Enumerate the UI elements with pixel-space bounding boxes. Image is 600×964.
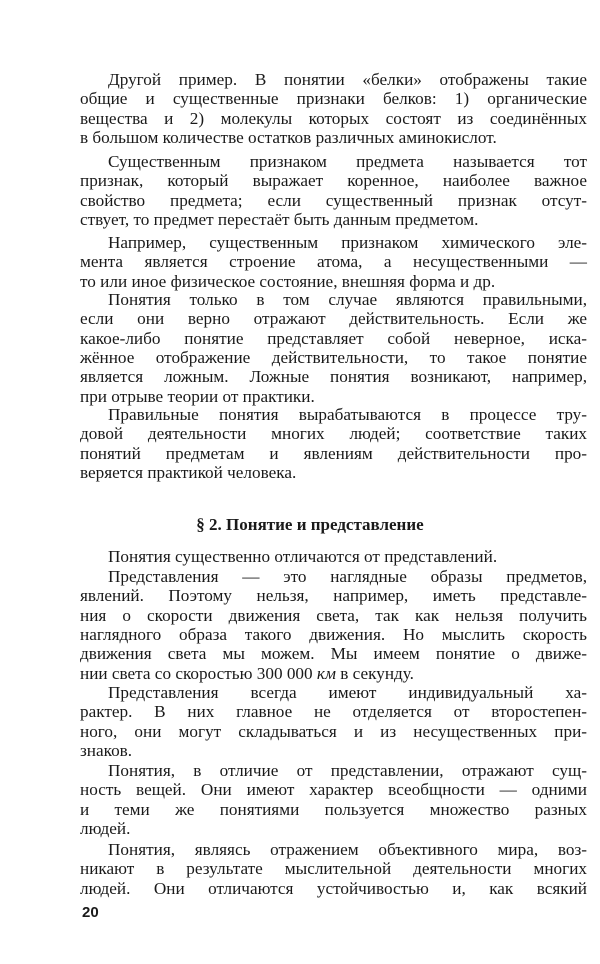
text-line: Другой пример. В понятии «белки» отображены такие bbox=[108, 70, 587, 89]
text-line: в большом количестве остатков различных аминокислот. bbox=[80, 127, 497, 147]
text-line: Правильные понятия вырабатываются в процессе тру- bbox=[108, 405, 587, 424]
text-line: довой деятельности многих людей; соответствие таких bbox=[80, 424, 587, 444]
text-line: при отрыве теории от практики. bbox=[80, 386, 315, 406]
text-line: вещества и 2) молекулы которых состоят из соединённых bbox=[80, 108, 587, 128]
text-line: рактер. В них главное не отделяется от второстепен- bbox=[80, 702, 587, 722]
text-line: какое-либо понятие представляет собой неверное, иска- bbox=[80, 328, 587, 348]
text-line: то или иное физическое состояние, внешняя форма и др. bbox=[80, 271, 496, 291]
text-line: движения света мы можем. Мы имеем понятие о движе- bbox=[80, 644, 587, 664]
text-line: Понятия, в отличие от представлении, отражают сущ- bbox=[108, 761, 587, 780]
text-line: общие и существенные признаки белков: 1) органические bbox=[80, 89, 587, 109]
text-line: Например, существенным признаком химического эле- bbox=[108, 233, 587, 252]
text-line: мента является строение атома, а несущественными — bbox=[80, 252, 587, 272]
text-line: ность вещей. Они имеют характер всеобщности — одними bbox=[80, 780, 587, 800]
text-line: ного, они могут складываться и из несущественных при- bbox=[80, 721, 587, 741]
text-line: людей. Они отличаются устойчивостью и, как всякий bbox=[80, 878, 587, 898]
text-line: знаков. bbox=[80, 740, 133, 760]
text-line: ствует, то предмет перестаёт быть данным предметом. bbox=[80, 209, 479, 229]
text-line: свойство предмета; если существенный признак отсут- bbox=[80, 190, 587, 210]
text-line: Понятия только в том случае являются правильными, bbox=[108, 290, 587, 309]
text-line: является ложным. Ложные понятия возникают, например, bbox=[80, 367, 587, 387]
page-number: 20 bbox=[82, 904, 99, 921]
text-line: веряется практикой человека. bbox=[80, 462, 297, 482]
text-line: Представления всегда имеют индивидуальный ха- bbox=[108, 683, 587, 702]
text-line: понятий предметам и явлениям действительности про- bbox=[80, 443, 587, 463]
text-line: Представления — это наглядные образы предметов, bbox=[108, 567, 587, 586]
text-line: Существенным признаком предмета называется тот bbox=[108, 152, 587, 171]
text-line: никают в результате мыслительной деятельности многих bbox=[80, 859, 587, 879]
text-line: признак, который выражает коренное, наиболее важное bbox=[80, 171, 587, 191]
text-line: людей. bbox=[80, 818, 131, 838]
section-heading: § 2. Понятие и представление bbox=[196, 515, 424, 534]
text-line: нии света со скоростью 300 000 км в секунду. bbox=[80, 663, 414, 683]
text-line: ния о скорости движения света, так как нельзя получить bbox=[80, 605, 587, 625]
text-line: Понятия существенно отличаются от представлений. bbox=[108, 547, 498, 566]
text-line: явлений. Поэтому нельзя, например, иметь представле- bbox=[80, 586, 587, 606]
text-line: жённое отображение действительности, то такое понятие bbox=[80, 347, 587, 367]
text-line: если они верно отражают действительность. Если же bbox=[80, 309, 587, 329]
unit-km: км bbox=[316, 663, 336, 683]
text-line: Понятия, являясь отражением объективного мира, воз- bbox=[108, 840, 587, 859]
text-line: и теми же понятиями пользуется множество разных bbox=[80, 799, 587, 819]
text-line: наглядного образа такого движения. Но мыслить скорость bbox=[80, 624, 587, 644]
